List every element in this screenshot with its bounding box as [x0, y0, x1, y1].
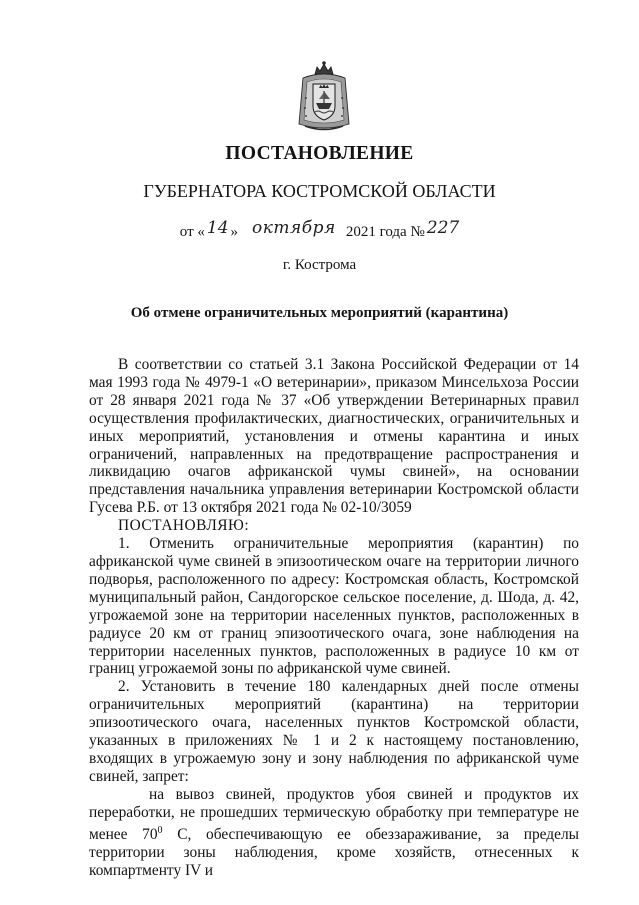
handwritten-month: октября	[252, 218, 336, 238]
paragraph-item-1: 1. Отменить ограничительные мероприятия (карантин) по африканской чуме свиней в эпизоотическом очаге на территории личного подворья, расположенного по адресу: Костромская область, Костромской муниципальный район, Сандогорское сельское поселение, д. Шода, д. 42, угрожаемой зоне на территории населенных пунктов, расположенных в радиусе 20 км от границ эпизоотического очага, зоне наблюдения на территории населенных пунктов, расположенных в радиусе 10 км от границ угрожаемой зоны по африканской чуме свиней.	[89, 535, 579, 678]
document-body	[89, 356, 579, 879]
date-year: 2021 года №	[345, 224, 425, 240]
document-title: ПОСТАНОВЛЕНИЕ	[225, 143, 414, 164]
handwritten-day: 14	[206, 218, 229, 238]
paragraph-ban-export	[89, 786, 579, 880]
date-prefix: от «	[179, 224, 205, 240]
document-issuer: ГУБЕРНАТОРА КОСТРОМСКОЙ ОБЛАСТИ	[143, 181, 496, 201]
ban-text-before: на вывоз свиней, продуктов убоя свиней и продуктов их переработки, не прошедших термическую обработку при температуре не менее 70	[89, 785, 579, 843]
paragraph-item-2: 2. Установить в течение 180 календарных дней после отмены ограничительных мероприятий (карантина) на территории эпизоотического очага, населенных пунктов Костромской области, указанных в приложениях № 1 и 2 к настоящему постановлению, входящих в угрожаемую зону и зону наблюдения по африканской чуме свиней, запрет:	[89, 678, 579, 785]
coat-of-arms-emblem	[293, 58, 355, 134]
document-heading: Об отмене ограничительных мероприятий (карантина)	[130, 305, 509, 321]
ban-text-after: С, обеспечивающую ее обеззараживание, за пределы территории зоны наблюдения, кроме хозяйств, отнесенных к компартменту IV и	[89, 825, 579, 879]
document-city: г. Кострома	[282, 257, 357, 273]
date-line	[0, 218, 639, 241]
degree-superscript: 0	[157, 824, 163, 836]
date-quote-close: »	[230, 224, 239, 240]
paragraph-preamble: В соответствии со статьей 3.1 Закона Российской Федерации от 14 мая 1993 года № 4979-1 «О ветеринарии», приказом Минсельхоза России от 28 января 2021 года № 37 «Об утверждении Ветеринарных правил осуществления профилактических, диагностических, ограничительных и иных мероприятий, установления и отмены карантина и иных ограничений, направленных на предотвращение распространения и ликвидацию очагов африканской чумы свиней», на основании представления начальника управления ветеринарии Костромской области Гусева Р.Б. от 13 октября 2021 года № 02-10/3059	[89, 356, 579, 517]
paragraph-decree: ПОСТАНОВЛЯЮ:	[118, 517, 250, 535]
handwritten-number: 227	[426, 218, 460, 238]
